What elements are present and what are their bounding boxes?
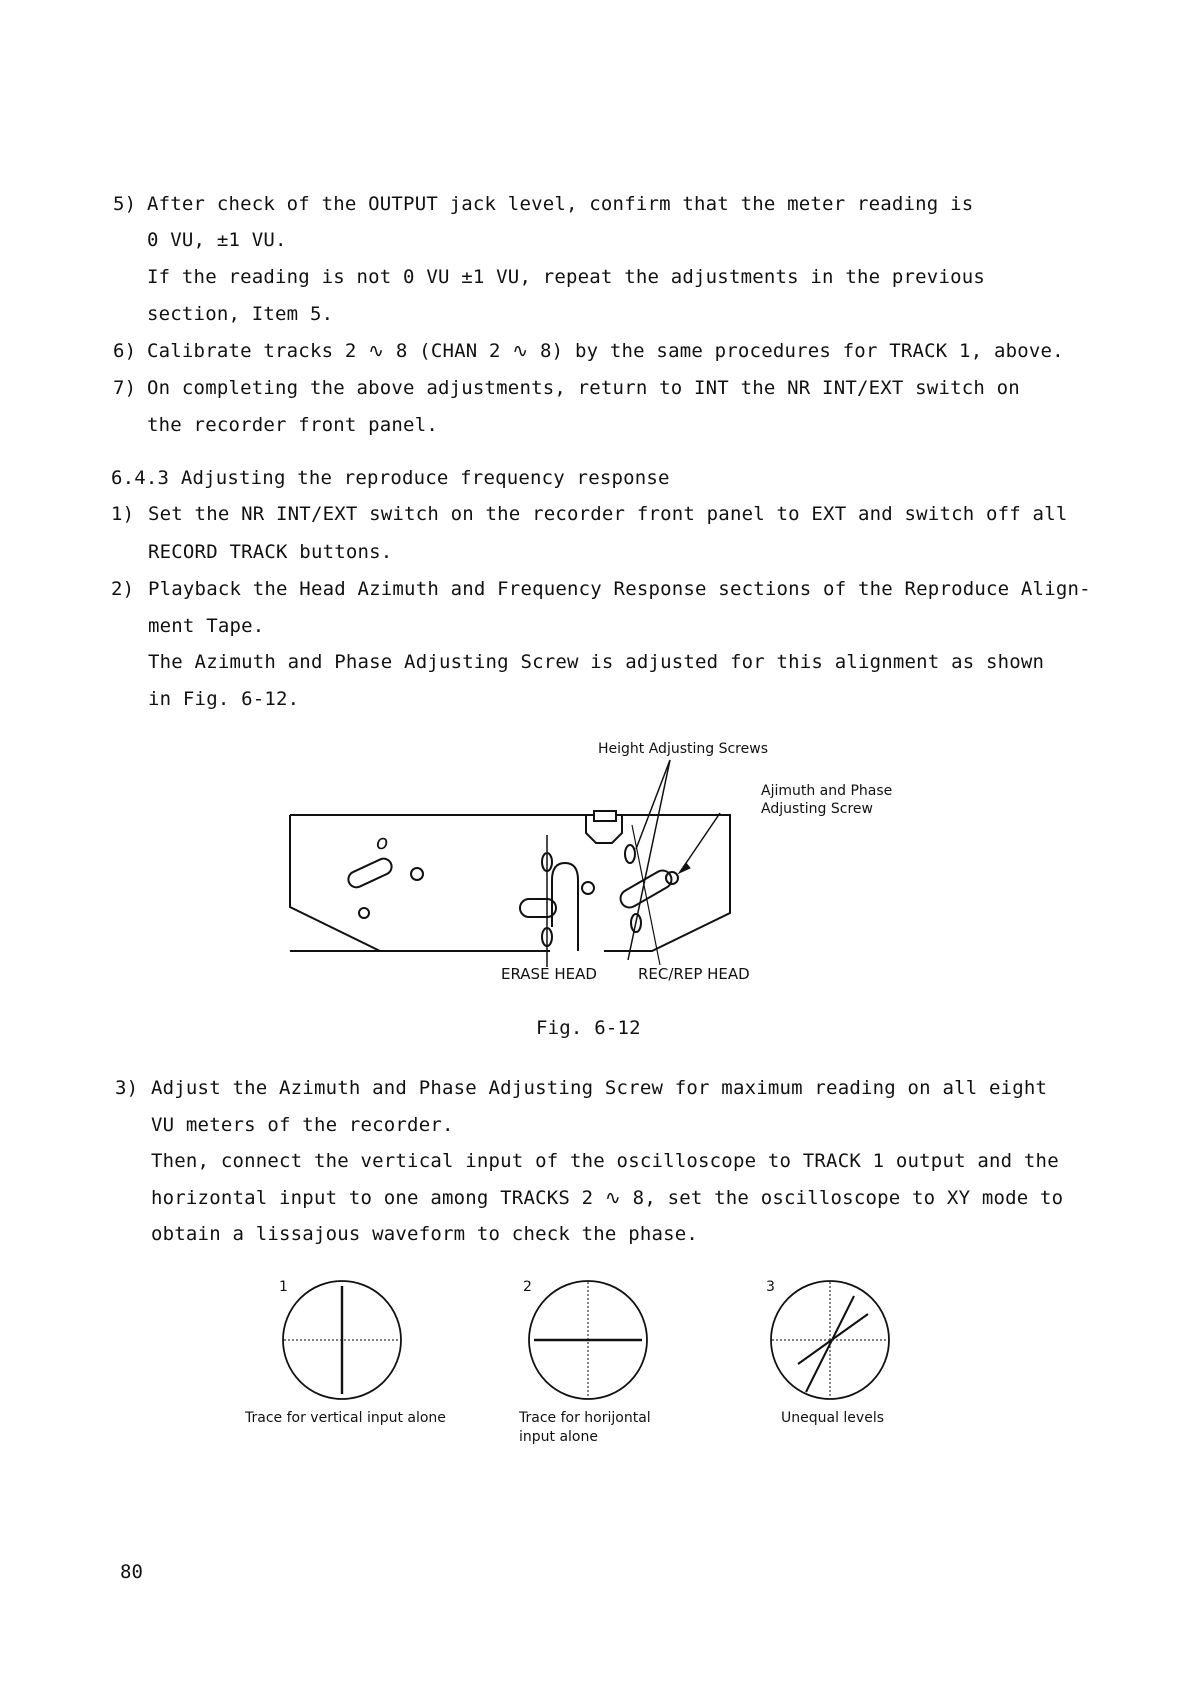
fig-label-azimuth-line2: Adjusting Screw xyxy=(761,801,873,817)
sec-step2-line1: Playback the Head Azimuth and Frequency Response sections of the Reproduce Align- xyxy=(148,578,1091,600)
step7-number: 7) xyxy=(113,377,137,399)
lissajous-2-diagram xyxy=(526,1278,650,1402)
hole xyxy=(582,882,594,894)
fig-label-erase-head: ERASE HEAD xyxy=(501,965,597,983)
step7-line2: the recorder front panel. xyxy=(147,414,438,436)
lissajous-3-diagram xyxy=(768,1278,892,1402)
lissajous-1-diagram xyxy=(280,1278,404,1402)
sec-step3-number: 3) xyxy=(115,1077,139,1099)
sec-step3-line5: obtain a lissajous waveform to check the phase. xyxy=(151,1223,699,1245)
sec-step2-line4: in Fig. 6-12. xyxy=(148,688,300,710)
step5-line1: After check of the OUTPUT jack level, confirm that the meter reading is xyxy=(147,193,974,215)
lissajous-1-caption: Trace for vertical input alone xyxy=(245,1410,446,1426)
sec-step3-line4: horizontal input to one among TRACKS 2 ∿ 8, set the oscilloscope to XY mode to xyxy=(151,1187,1064,1209)
fig-label-height-screws: Height Adjusting Screws xyxy=(598,741,768,757)
step5-line2: 0 VU, ±1 VU. xyxy=(147,229,287,251)
step6-number: 6) xyxy=(113,340,137,362)
lissajous-3-number: 3 xyxy=(766,1279,775,1295)
sec-step2-number: 2) xyxy=(111,578,135,600)
sec-step3-line3: Then, connect the vertical input of the oscilloscope to TRACK 1 output and the xyxy=(151,1150,1059,1172)
sec-step2-line2: ment Tape. xyxy=(148,615,265,637)
section-heading: 6.4.3 Adjusting the reproduce frequency response xyxy=(111,467,670,489)
sec-step3-line1: Adjust the Azimuth and Phase Adjusting Screw for maximum reading on all eight xyxy=(151,1077,1048,1099)
lissajous-2-number: 2 xyxy=(523,1279,532,1295)
fig-label-azimuth-line1: Ajimuth and Phase xyxy=(761,783,893,799)
lissajous-1-number: 1 xyxy=(279,1279,288,1295)
height-screw xyxy=(625,845,635,863)
step5-line3: If the reading is not 0 VU ±1 VU, repeat the adjustments in the previous xyxy=(147,266,986,288)
hole xyxy=(411,868,423,880)
step5-number: 5) xyxy=(113,193,137,215)
lissajous-3-caption: Unequal levels xyxy=(781,1410,884,1426)
trace-shallow xyxy=(798,1314,868,1364)
step5-line4: section, Item 5. xyxy=(147,303,334,325)
hole xyxy=(359,908,369,918)
slot xyxy=(346,856,394,890)
sec-step2-line3: The Azimuth and Phase Adjusting Screw is adjusted for this alignment as shown xyxy=(148,651,1045,673)
sec-step1-line1: Set the NR INT/EXT switch on the recorder front panel to EXT and switch off all xyxy=(148,503,1068,525)
svg-text:o: o xyxy=(376,830,389,854)
step7-line1: On completing the above adjustments, return to INT the NR INT/EXT switch on xyxy=(147,377,1020,399)
sec-step1-number: 1) xyxy=(111,503,135,525)
sec-step1-line2: RECORD TRACK buttons. xyxy=(148,541,393,563)
lissajous-2-caption-line1: Trace for horijontal xyxy=(519,1410,651,1426)
fig-label-rec-rep-head: REC/REP HEAD xyxy=(638,965,750,983)
lissajous-2-caption-line2: input alone xyxy=(519,1429,598,1445)
step6-line1: Calibrate tracks 2 ∿ 8 (CHAN 2 ∿ 8) by the same procedures for TRACK 1, above. xyxy=(147,340,1064,362)
figure-caption: Fig. 6-12 xyxy=(536,1017,641,1039)
head-plate-outline xyxy=(290,815,730,951)
sec-step3-line2: VU meters of the recorder. xyxy=(151,1114,454,1136)
head-assembly-diagram xyxy=(280,755,780,970)
page-number: 80 xyxy=(120,1561,143,1583)
